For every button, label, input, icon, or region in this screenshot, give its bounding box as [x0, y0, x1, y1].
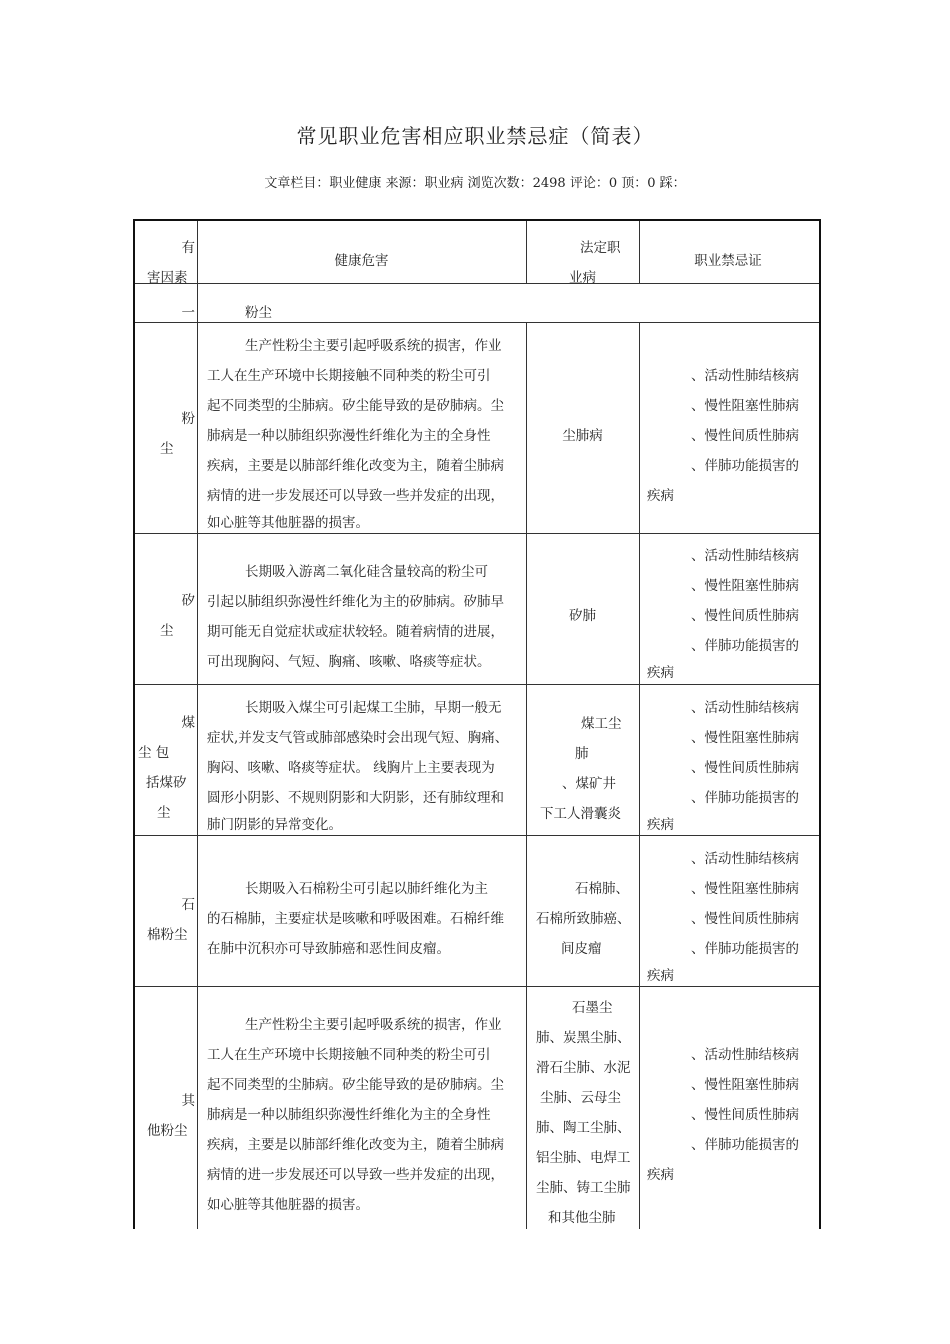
contra-cell: 、活动性肺结核病 、慢性阻塞性肺病 、慢性间质性肺病 、伴肺功能损害的 疾病 [647, 851, 799, 984]
health-cell: 生产性粉尘主要引起呼吸系统的损害，作业 工人在生产环境中长期接触不同种类的粉尘可引 起不同类型的尘肺病。矽尘能导致的是矽肺病。尘 肺病是一种以肺组织弥漫性纤维化为主的全身性 疾病，主要是以肺部纤维化改变为主，随着尘肺病 病情的进一步发展还可以导致一些并发症的出现， 如心脏等其他脏器的损害。 [207, 338, 504, 531]
factor-cell: 煤 尘 包 括煤矽 尘 [138, 715, 195, 821]
header-health: 健康危害 [334, 253, 389, 269]
health-cell: 长期吸入石棉粉尘可引起以肺纤维化为主 的石棉肺，主要症状是咳嗽和呼吸困难。石棉纤维 在肺中沉积亦可导致肺癌和恶性间皮瘤。 [207, 881, 504, 957]
header-factor: 有 害因素 [147, 240, 195, 286]
factor-cell: 粉 尘 [160, 411, 195, 457]
factor-cell: 石 棉粉尘 [147, 897, 195, 943]
health-cell: 长期吸入游离二氧化硅含量较高的粉尘可 引起以肺组织弥漫性纤维化为主的矽肺病。矽肺早 期可能无自觉症状或症状较轻。随着病情的进展， 可出现胸闷、气短、胸痛、咳嗽、咯痰等症状。 [207, 564, 504, 670]
contra-cell: 、活动性肺结核病 、慢性阻塞性肺病 、慢性间质性肺病 、伴肺功能损害的 疾病 [647, 368, 799, 504]
contraindication-table [133, 219, 821, 1229]
health-cell: 生产性粉尘主要引起呼吸系统的损害，作业 工人在生产环境中长期接触不同种类的粉尘可引 起不同类型的尘肺病。矽尘能导致的是矽肺病。尘 肺病是一种以肺组织弥漫性纤维化为主的全身性 疾病，主要是以肺部纤维化改变为主，随着尘肺病 病情的进一步发展还可以导致一些并发症的出现， 如心脏等其他脏器的损害。 [207, 1017, 504, 1213]
contra-cell: 、活动性肺结核病 、慢性阻塞性肺病 、慢性间质性肺病 、伴肺功能损害的 疾病 [647, 548, 799, 681]
header-disease: 法定职 业病 [569, 240, 621, 286]
row-divider [135, 283, 819, 284]
disease-cell: 石棉肺、 石棉所致肺癌、 间皮瘤 [536, 881, 631, 957]
contra-cell: 、活动性肺结核病 、慢性阻塞性肺病 、慢性间质性肺病 、伴肺功能损害的 疾病 [647, 1047, 799, 1183]
header-contra: 职业禁忌证 [694, 253, 762, 269]
disease-cell: 矽肺 [569, 608, 596, 624]
factor-cell: 矽 尘 [160, 593, 195, 639]
section-number: 一 [181, 305, 195, 321]
article-meta: 文章栏目：职业健康 来源：职业病 浏览次数：2498 评论：0 顶：0 踩： [264, 176, 686, 191]
contra-cell: 、活动性肺结核病 、慢性阻塞性肺病 、慢性间质性肺病 、伴肺功能损害的 疾病 [647, 700, 799, 833]
disease-cell: 煤工尘 肺 、煤矿井 下工人滑囊炎 [540, 716, 622, 822]
row-divider [135, 322, 819, 323]
factor-cell: 其 他粉尘 [147, 1093, 195, 1139]
health-cell: 长期吸入煤尘可引起煤工尘肺，早期一般无 症状,并发支气管或肺部感染时会出现气短、胸痛、 胸闷、咳嗽、咯痰等症状。 线胸片上主要表现为 圆形小阴影、不规则阴影和大阴影，还有肺纹理和 肺门阴影的异常变化。 [207, 700, 509, 833]
page-title: 常见职业危害相应职业禁忌症（简表） [296, 124, 654, 148]
disease-cell: 石墨尘 肺、炭黑尘肺、 滑石尘肺、水泥 尘肺、云母尘 肺、陶工尘肺、 铝尘肺、电焊工 尘肺、铸工尘肺 和其他尘肺 [536, 1000, 631, 1226]
section-name: 粉尘 [245, 305, 272, 321]
col-divider [197, 221, 198, 1229]
disease-cell: 尘肺病 [562, 428, 603, 444]
